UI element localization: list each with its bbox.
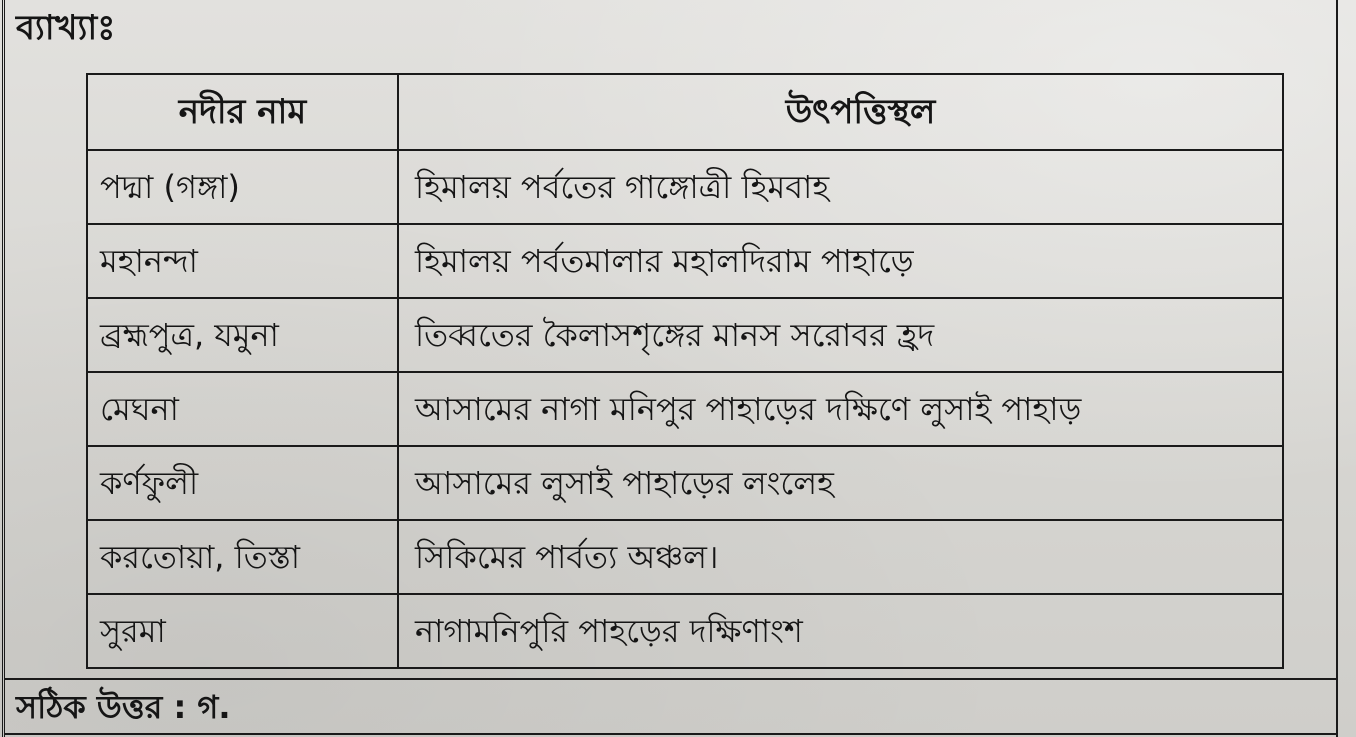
column-header-origin: উৎপত্তিস্থল — [398, 74, 1283, 150]
river-name-cell: কর্ণফুলী — [87, 446, 398, 520]
table-row — [87, 594, 1283, 668]
river-name-cell: মেঘনা — [87, 372, 398, 446]
box-bottom-border — [4, 733, 1336, 735]
answer-divider — [4, 678, 1336, 680]
river-name-cell: পদ্মা (গঙ্গা) — [87, 150, 398, 224]
table-row — [87, 446, 1283, 520]
box-left-border — [2, 0, 5, 737]
table-row — [87, 150, 1283, 224]
table-row — [87, 520, 1283, 594]
origin-cell: আসামের লুসাই পাহাড়ের লংলেহ — [398, 446, 1283, 520]
river-origin-table — [86, 73, 1284, 669]
table-row — [87, 372, 1283, 446]
origin-cell: হিমালয় পর্বতমালার মহালদিরাম পাহাড়ে — [398, 224, 1283, 298]
origin-cell: নাগামনিপুরি পাহড়ের দক্ষিণাংশ — [398, 594, 1283, 668]
river-name-cell: সুরমা — [87, 594, 398, 668]
origin-cell: সিকিমের পার্বত্য অঞ্চল। — [398, 520, 1283, 594]
box-right-border — [1336, 0, 1338, 737]
river-name-cell: করতোয়া, তিস্তা — [87, 520, 398, 594]
explanation-heading: ব্যাখ্যাঃ — [16, 8, 116, 48]
origin-cell: তিব্বতের কৈলাসশৃঙ্গের মানস সরোবর হ্রদ — [398, 298, 1283, 372]
river-name-cell: ব্রহ্মপুত্র, যমুনা — [87, 298, 398, 372]
table-header-row — [87, 74, 1283, 150]
column-header-river-name: নদীর নাম — [87, 74, 398, 150]
correct-answer: সঠিক উত্তর : গ. — [16, 688, 231, 726]
origin-cell: আসামের নাগা মনিপুর পাহাড়ের দক্ষিণে লুসাই পাহাড় — [398, 372, 1283, 446]
origin-cell: হিমালয় পর্বতের গাঙ্গোত্রী হিমবাহ — [398, 150, 1283, 224]
river-name-cell: মহানন্দা — [87, 224, 398, 298]
table-row — [87, 298, 1283, 372]
table-row — [87, 224, 1283, 298]
